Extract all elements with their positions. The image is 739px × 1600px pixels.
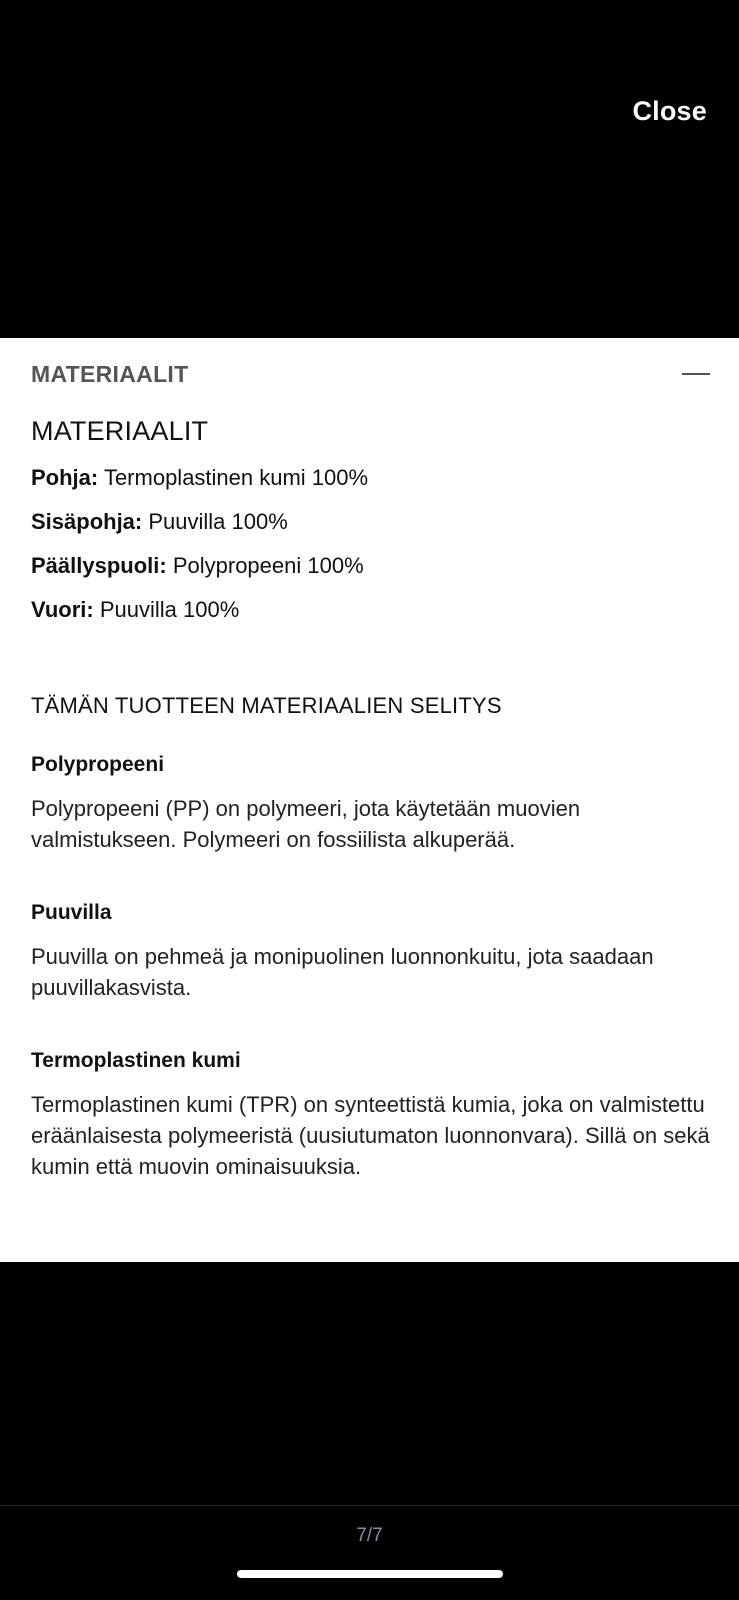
material-label: Sisäpohja:	[31, 509, 143, 534]
description-polypropylene: Polypropeeni (PP) on polymeeri, jota käytetään muovien valmistukseen. Polymeeri on fossiilista alkuperää.	[31, 796, 581, 852]
material-label: Pohja:	[31, 465, 99, 490]
materials-panel	[0, 338, 739, 1262]
section-title: MATERIAALIT	[31, 416, 209, 446]
description-thermoplastic-rubber: Termoplastinen kumi (TPR) on synteettistä kumia, joka on valmistettu eräänlaisesta polymeeristä (uusiutumaton luonnonvara). Sillä on sekä kumin että muovin ominaisuuksia.	[31, 1092, 710, 1179]
material-row-lining	[31, 597, 719, 623]
accordion-title: MATERIAALIT	[31, 360, 189, 387]
page-indicator: 7/7	[356, 1525, 383, 1546]
material-value: Puuvilla 100%	[142, 509, 288, 534]
material-value: Puuvilla 100%	[93, 597, 240, 622]
material-row-insole	[31, 509, 719, 535]
material-row-upper	[31, 553, 719, 579]
bottom-bar	[0, 1505, 739, 1600]
term-thermoplastic-rubber: Termoplastinen kumi	[31, 1049, 241, 1072]
term-polypropylene: Polypropeeni	[31, 753, 165, 776]
material-value: Polypropeeni 100%	[166, 553, 364, 578]
description-cotton: Puuvilla on pehmeä ja monipuolinen luonnonkuitu, jota saadaan puuvillakasvista.	[31, 944, 654, 1000]
material-label: Vuori:	[31, 597, 94, 622]
materials-content	[31, 416, 719, 1182]
home-indicator[interactable]	[237, 1570, 503, 1578]
close-button[interactable]: Close	[632, 96, 707, 126]
material-row-sole	[31, 465, 719, 491]
accordion-header[interactable]	[31, 356, 711, 392]
explanation-title: TÄMÄN TUOTTEEN MATERIAALIEN SELITYS	[31, 693, 502, 718]
material-value: Termoplastinen kumi 100%	[98, 465, 369, 490]
minus-icon[interactable]	[681, 362, 711, 386]
term-cotton: Puuvilla	[31, 901, 112, 924]
material-label: Päällyspuoli:	[31, 553, 167, 578]
